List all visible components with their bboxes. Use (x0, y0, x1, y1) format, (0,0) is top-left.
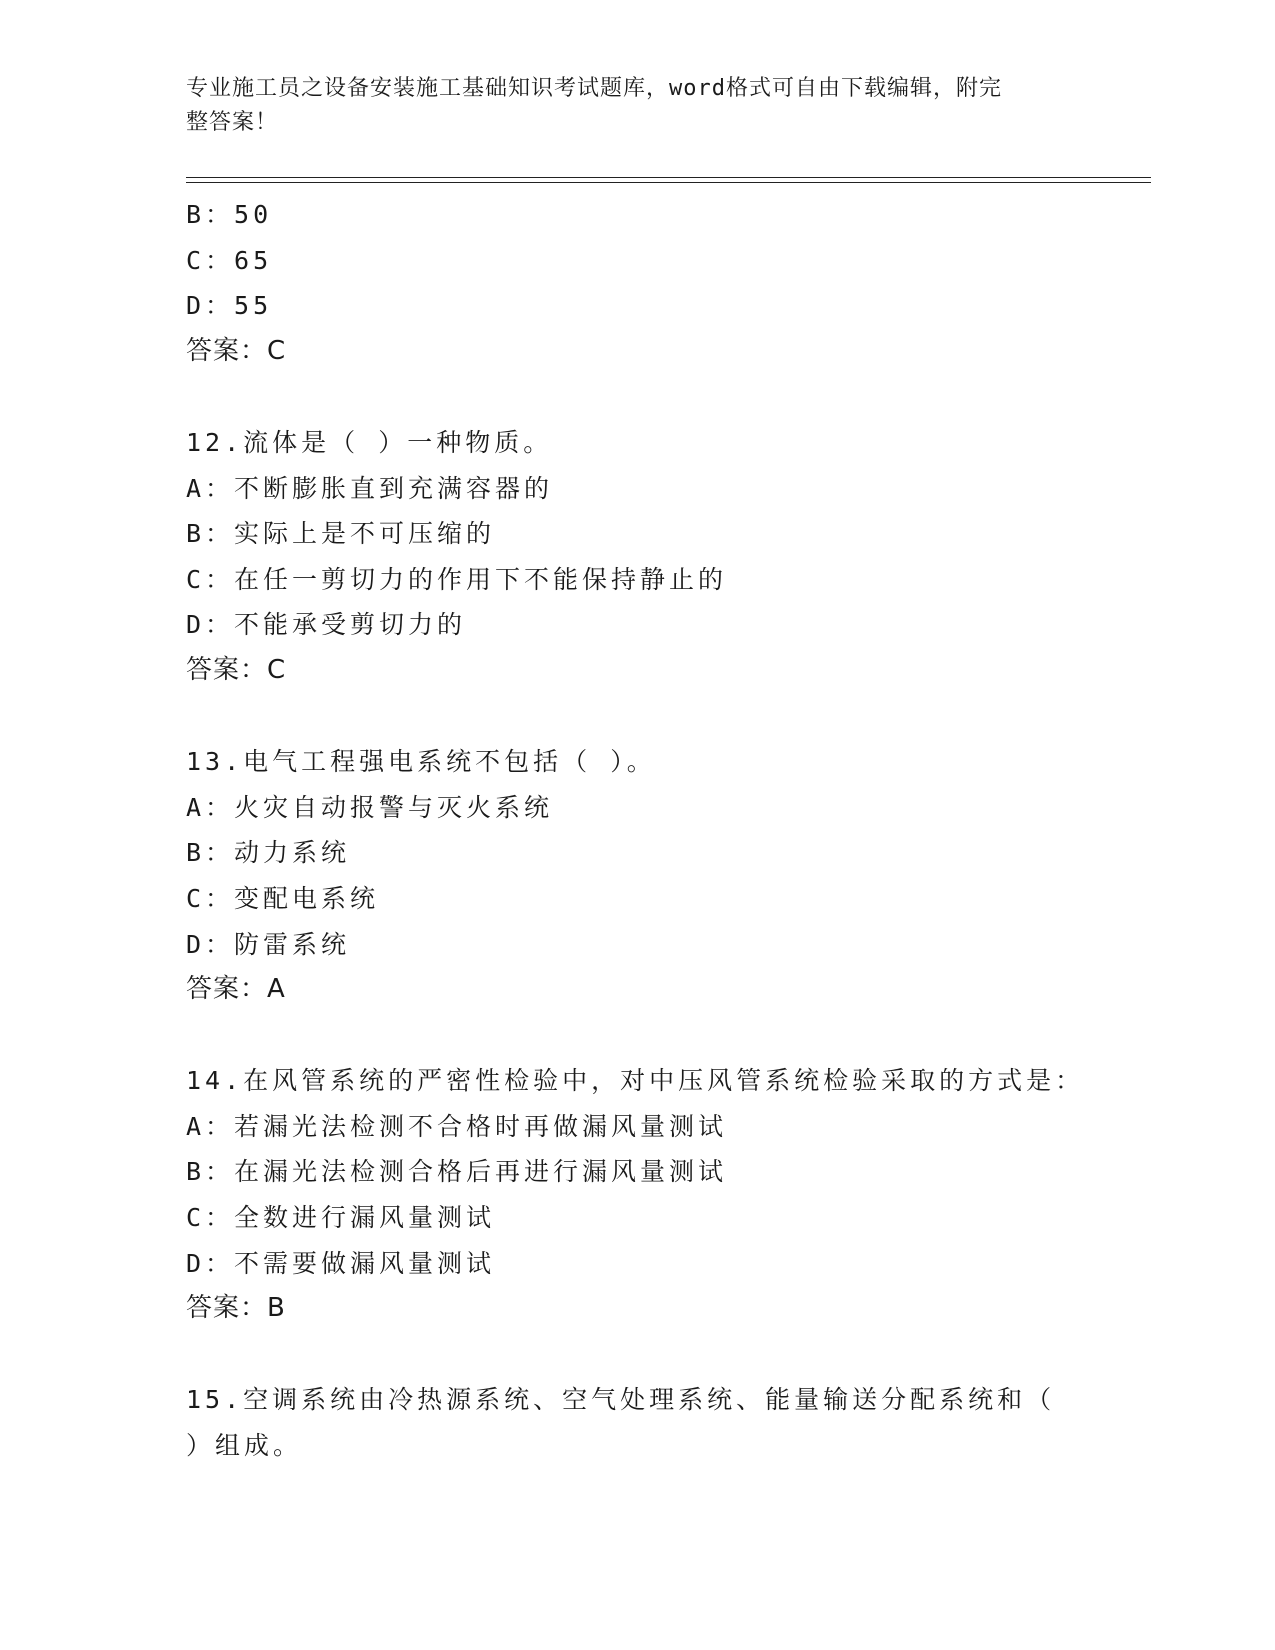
question-stem: 14.在风管系统的严密性检验中，对中压风管系统检验采取的方式是： (186, 1066, 1085, 1096)
question-stem: 12.流体是（ ）一种物质。 (186, 427, 553, 457)
option-b: B：在漏光法检测合格后再进行漏风量测试 (186, 1157, 728, 1187)
question-stem-line-2: ）组成。 (186, 1431, 303, 1461)
option-a: A：不断膨胀直到充满容器的 (186, 473, 554, 503)
answer-text: 答案：A (186, 974, 286, 1005)
option-d: D：不能承受剪切力的 (186, 610, 467, 640)
answer-text: 答案：B (186, 1293, 286, 1324)
question-14 (186, 1058, 1151, 1332)
header-divider-top (186, 177, 1151, 178)
option-d: D：55 (186, 291, 273, 321)
option-b: B：实际上是不可压缩的 (186, 519, 496, 549)
option-b: B：50 (186, 200, 273, 229)
option-d: D：防雷系统 (186, 929, 351, 959)
option-c: C：65 (186, 245, 273, 275)
option-b: B：动力系统 (186, 838, 351, 868)
option-c: C：变配电系统 (186, 883, 380, 913)
question-stem: 13.电气工程强电系统不包括（ ）。 (186, 747, 656, 777)
spacer (186, 1013, 1151, 1059)
spacer (186, 374, 1151, 420)
question-15 (186, 1377, 1151, 1468)
option-c: C：在任一剪切力的作用下不能保持静止的 (186, 564, 728, 594)
question-stem-line-1: 15.空调系统由冷热源系统、空气处理系统、能量输送分配系统和（ (186, 1385, 1056, 1415)
spacer (186, 694, 1151, 740)
question-12 (186, 420, 1151, 694)
document-header (186, 72, 1066, 140)
header-line-1: 专业施工员之设备安装施工基础知识考试题库，word格式可自由下载编辑，附完 (186, 76, 1002, 101)
header-line-2: 整答案！ (186, 110, 279, 135)
question-11-tail (186, 192, 1151, 374)
answer-text: 答案：C (186, 654, 287, 685)
header-divider-bottom (186, 182, 1151, 183)
option-c: C：全数进行漏风量测试 (186, 1203, 496, 1233)
spacer (186, 1332, 1151, 1378)
answer-text: 答案：C (186, 335, 287, 366)
question-list (186, 192, 1151, 1469)
option-a: A：若漏光法检测不合格时再做漏风量测试 (186, 1111, 728, 1141)
option-d: D：不需要做漏风量测试 (186, 1248, 496, 1278)
option-a: A：火灾自动报警与灭火系统 (186, 792, 554, 822)
question-13 (186, 739, 1151, 1013)
